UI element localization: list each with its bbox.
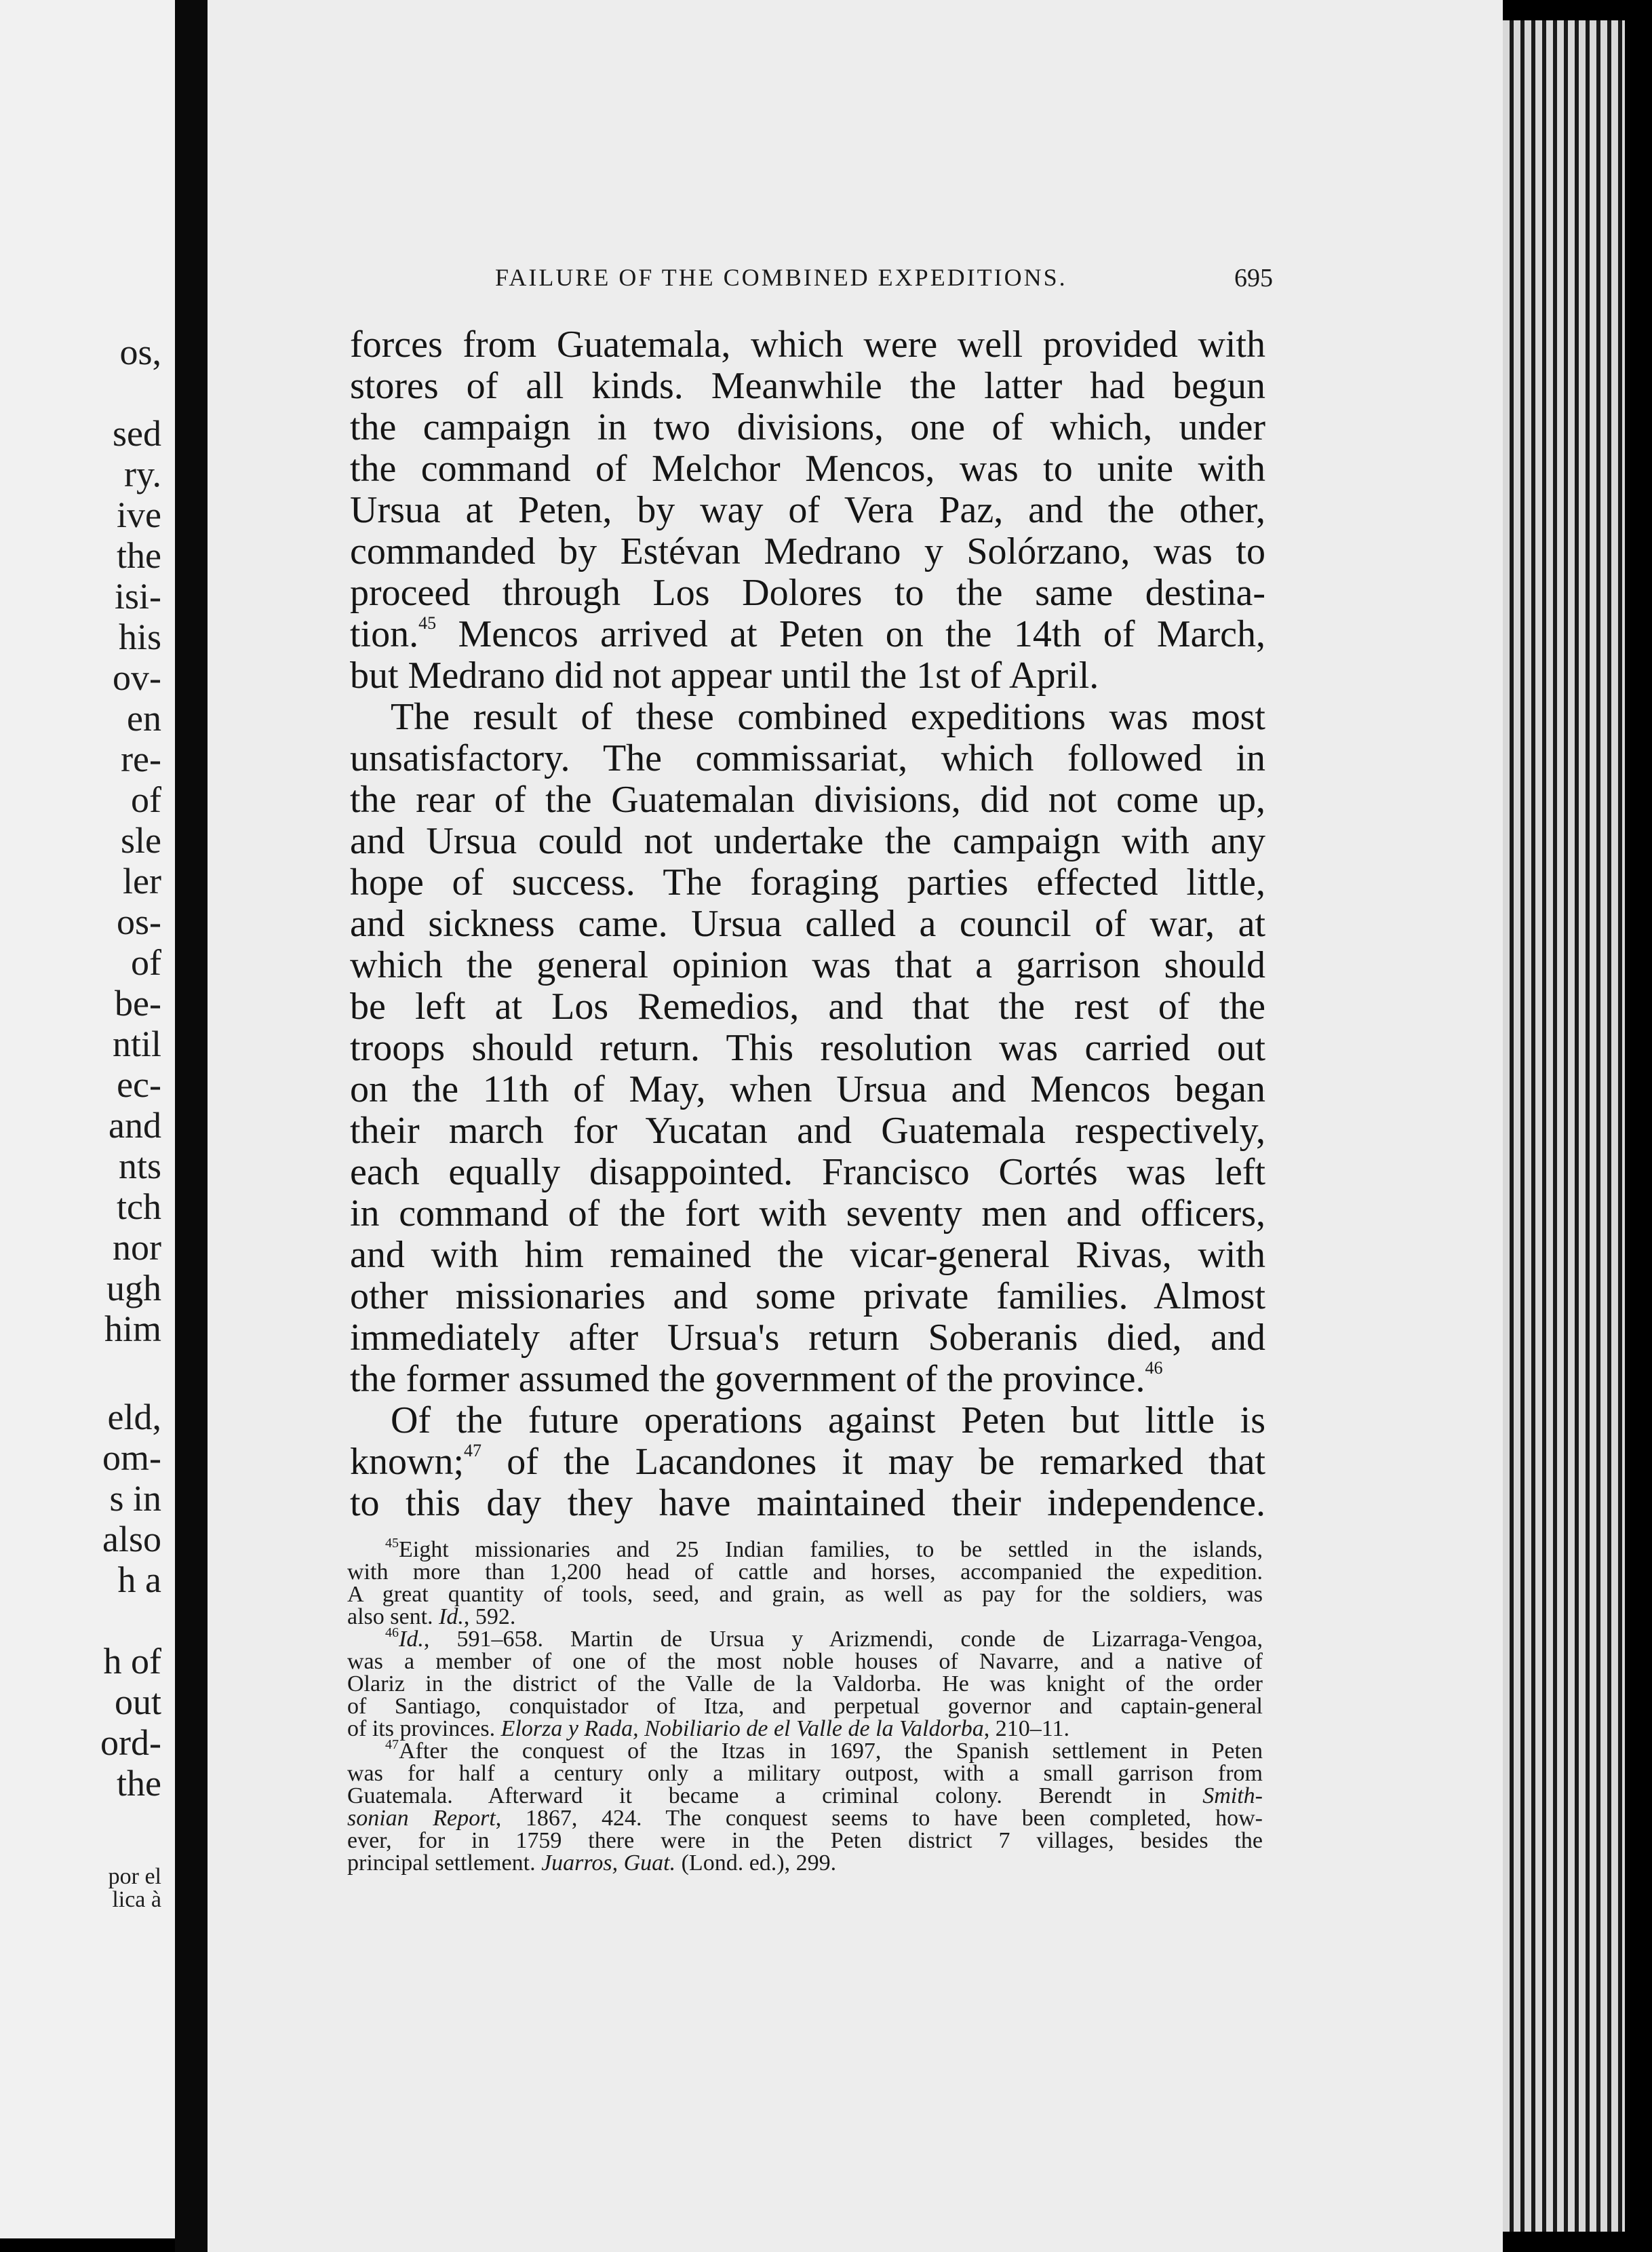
footnote-citation: Elorza y Rada, Nobiliario de el Valle de la Valdorba xyxy=(500,1716,984,1741)
body-line xyxy=(350,1359,1265,1400)
running-head: FAILURE OF THE COMBINED EXPEDITIONS. xyxy=(495,264,1067,291)
page-edges xyxy=(1503,20,1652,2232)
left-page-fragment: sed xyxy=(113,413,161,454)
footnote-ref: 45 xyxy=(418,613,437,633)
footnote-text: , 1867, 424. The conquest seems to have been completed, how- xyxy=(495,1806,1263,1831)
footnote-text: After the conquest of the Itzas in 1697, the Spanish settlement in Peten xyxy=(399,1739,1263,1764)
footnote-text: Eight missionaries and 25 Indian families, to be settled in the islands, xyxy=(399,1537,1263,1562)
body-text-run: Mencos arrived at Peten on the 14th of March, xyxy=(436,613,1265,655)
footnote-citation: sonian Report xyxy=(347,1806,496,1831)
left-page-fragment: ugh xyxy=(106,1268,161,1308)
footnote-ref: 46 xyxy=(1145,1358,1163,1378)
footnote-line xyxy=(347,1785,1263,1807)
body-text-run: the former assumed the government of the province. xyxy=(350,1358,1145,1400)
body-line: troops should return. This resolution was carried out xyxy=(350,1027,1265,1069)
footnote-text: of its provinces. xyxy=(347,1716,501,1741)
left-page-fragment: of xyxy=(131,779,161,820)
body-line: the campaign in two divisions, one of which, under xyxy=(350,406,1265,448)
left-page-fragment: the xyxy=(117,1763,161,1804)
left-page-fragment: por el xyxy=(108,1864,161,1889)
footnote-line: Olariz in the district of the Valle de la Valdorba. He was knight of the order xyxy=(347,1671,1263,1696)
footnote-number: 45 xyxy=(385,1536,399,1551)
left-page-fragment: en xyxy=(127,698,161,739)
footnote-line: was a member of one of the most noble houses of Navarre, and a native of xyxy=(347,1649,1263,1674)
footnote-line xyxy=(347,1807,1263,1829)
body-line: but Medrano did not appear until the 1st of April. xyxy=(350,655,1099,697)
body-line: be left at Los Remedios, and that the rest of the xyxy=(350,986,1265,1028)
left-page-fragment: be- xyxy=(115,983,161,1024)
body-text-run: tion. xyxy=(350,613,419,655)
footnote-text: also sent. xyxy=(347,1604,433,1629)
footnote-text: , 591–658. Martin de Ursua y Arizmendi, conde de Lizarraga-Vengoa, xyxy=(423,1627,1263,1652)
body-line: forces from Guatemala, which were well provided with xyxy=(350,324,1265,366)
left-page-fragment: also xyxy=(102,1519,161,1559)
footnote-line xyxy=(347,1737,1263,1764)
body-line: on the 11th of May, when Ursua and Mencos began xyxy=(350,1068,1265,1110)
body-line: and Ursua could not undertake the campaign with any xyxy=(350,820,1265,862)
footnote-line xyxy=(347,1717,1263,1740)
left-page-fragment: nts xyxy=(118,1146,161,1186)
footnotes xyxy=(347,1538,1263,1874)
left-page-fragment: os, xyxy=(119,332,161,372)
left-page-fragment: isi- xyxy=(114,576,161,617)
left-page-fragment: re- xyxy=(121,739,161,779)
left-page-fragment: ntil xyxy=(112,1024,161,1064)
left-page-fragment: os- xyxy=(117,901,161,942)
body-line: in command of the fort with seventy men and officers, xyxy=(350,1192,1265,1235)
body-text xyxy=(350,324,1265,1524)
body-line: Ursua at Peten, by way of Vera Paz, and the other, xyxy=(350,489,1265,531)
footnote-citation: Smith- xyxy=(1202,1783,1263,1808)
footnote-line: with more than 1,200 head of cattle and horses, accompanied the expedition. xyxy=(347,1559,1263,1585)
left-page-fragment: the xyxy=(117,535,161,576)
body-line: unsatisfactory. The commissariat, which followed in xyxy=(350,737,1265,779)
body-text-run: of the Lacandones it may be remarked that xyxy=(481,1441,1265,1483)
footnote-line xyxy=(347,1625,1263,1652)
body-line xyxy=(350,1441,1265,1483)
left-page-fragment: s in xyxy=(109,1478,161,1519)
footnote-number: 47 xyxy=(385,1737,399,1752)
page-edge-shadow xyxy=(1625,20,1652,2232)
body-line: other missionaries and some private families. Almost xyxy=(350,1275,1265,1317)
body-line: which the general opinion was that a garrison should xyxy=(350,944,1265,986)
left-page-fragment: om- xyxy=(102,1437,161,1478)
footnote-line: ever, for in 1759 there were in the Peten district 7 villages, besides the xyxy=(347,1828,1263,1853)
body-line: their march for Yucatan and Guatemala respectively, xyxy=(350,1110,1265,1152)
body-text-run: known; xyxy=(350,1441,464,1483)
left-page-fragment: ord- xyxy=(100,1722,161,1763)
footnote-text: , 592. xyxy=(463,1604,516,1629)
body-line: stores of all kinds. Meanwhile the latter had begun xyxy=(350,365,1265,407)
left-page-fragment: ov- xyxy=(113,657,161,698)
footnote-line: A great quantity of tools, seed, and grain, as well as pay for the soldiers, was xyxy=(347,1582,1263,1607)
footnote-citation: Id. xyxy=(399,1627,424,1652)
left-page-fragment: and xyxy=(109,1105,161,1146)
left-page-fragment: tch xyxy=(117,1186,161,1227)
body-line: hope of success. The foraging parties effected little, xyxy=(350,861,1265,904)
body-line: and sickness came. Ursua called a council of war, at xyxy=(350,903,1265,945)
left-facing-page xyxy=(0,0,175,2238)
left-page-fragment: sle xyxy=(121,820,161,861)
book-gutter xyxy=(175,0,208,2252)
left-page-fragment: of xyxy=(131,942,161,983)
body-line: commanded by Estévan Medrano y Solórzano, was to xyxy=(350,530,1265,572)
left-page-fragment: him xyxy=(104,1308,161,1349)
body-line: proceed through Los Dolores to the same destina- xyxy=(350,572,1265,614)
body-line: immediately after Ursua's return Soberanis died, and xyxy=(350,1317,1265,1359)
footnote-citation: Juarros, Guat. xyxy=(541,1850,676,1876)
left-page-fragment: h of xyxy=(103,1641,161,1682)
footnote-line xyxy=(347,1538,1263,1561)
body-line: to this day they have maintained their independence. xyxy=(350,1482,1265,1524)
left-page-fragment: ry. xyxy=(124,454,161,494)
footnote-line xyxy=(347,1606,1263,1628)
left-page-fragment: out xyxy=(114,1682,161,1722)
left-page-fragment: his xyxy=(118,617,161,657)
footnote-line xyxy=(347,1852,1263,1874)
footnote-number: 46 xyxy=(385,1625,399,1640)
page-number: 695 xyxy=(1234,264,1273,292)
footnote-ref: 47 xyxy=(464,1441,481,1460)
left-page-fragment: ec- xyxy=(117,1064,161,1105)
body-line: the rear of the Guatemalan divisions, did not come up, xyxy=(350,779,1265,821)
left-page-fragment: nor xyxy=(113,1227,161,1268)
footnote-text: , 210–11. xyxy=(983,1716,1069,1741)
left-page-fragment: h a xyxy=(117,1559,161,1600)
footnote-text: (Lond. ed.), 299. xyxy=(675,1850,837,1876)
left-page-fragment: ler xyxy=(123,861,161,901)
body-line: The result of these combined expeditions was most xyxy=(391,696,1265,738)
footnote-citation: Id. xyxy=(439,1604,464,1629)
left-page-fragment: eld, xyxy=(107,1397,161,1437)
footnote-text: Guatemala. Afterward it became a criminal colony. Berendt in xyxy=(347,1783,1203,1808)
footnote-line: of Santiago, conquistador of Itza, and perpetual governor and captain-general xyxy=(347,1694,1263,1719)
left-page-fragment: lica à xyxy=(112,1887,161,1912)
left-page-fragment: ive xyxy=(117,494,161,535)
body-line: each equally disappointed. Francisco Cortés was left xyxy=(350,1151,1265,1193)
body-line: Of the future operations against Peten but little is xyxy=(391,1399,1265,1441)
footnote-line: was for half a century only a military outpost, with a small garrison from xyxy=(347,1761,1263,1786)
body-line: the command of Melchor Mencos, was to unite with xyxy=(350,448,1265,490)
body-line xyxy=(350,614,1265,655)
body-line: and with him remained the vicar-general Rivas, with xyxy=(350,1234,1265,1276)
footnote-text: principal settlement. xyxy=(347,1850,542,1876)
